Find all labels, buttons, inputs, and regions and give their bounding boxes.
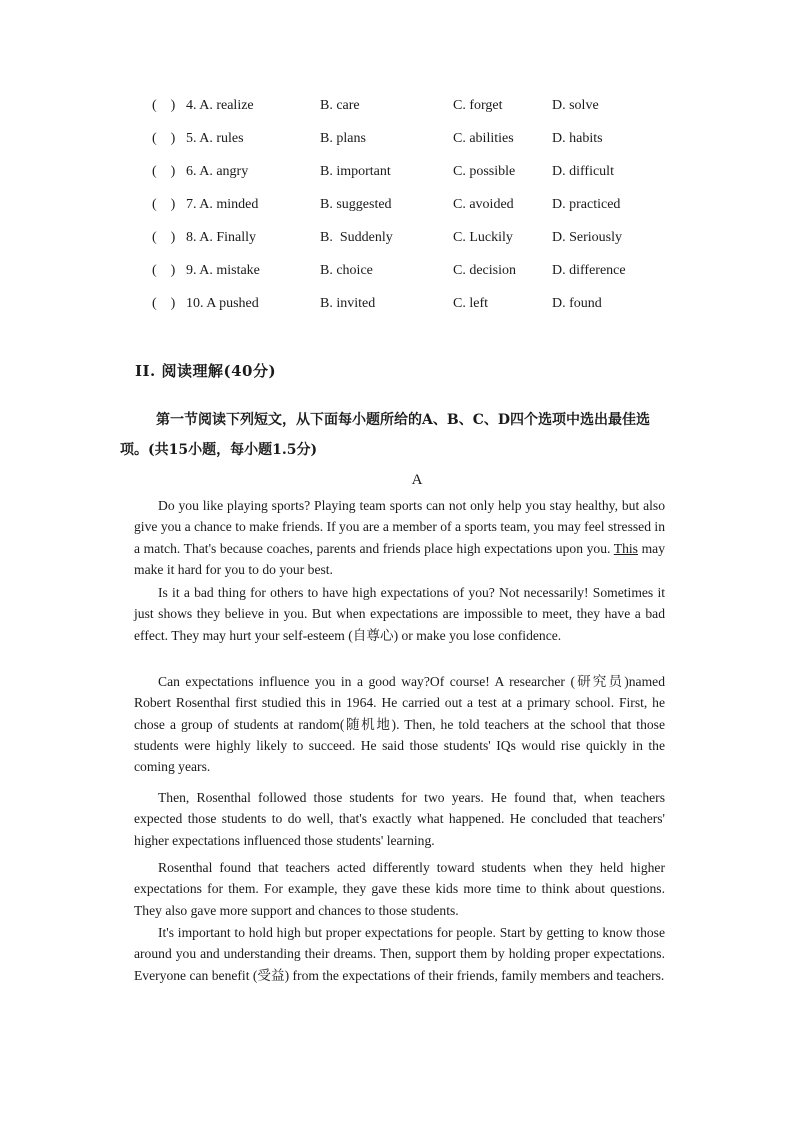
option-d: D. found	[552, 296, 602, 311]
option-c: C. left	[453, 296, 488, 311]
passage-paragraph: Then, Rosenthal followed those students for two years. He found that, when teachers expected those students to do well, that's exactly what happened. He concluded that teachers' higher expectations influenced those students' learning.	[134, 790, 665, 848]
option-d: D. habits	[552, 131, 603, 146]
option-b: B. suggested	[320, 197, 392, 212]
option-a: 5. A. rules	[186, 131, 244, 146]
option-b: B. plans	[320, 131, 366, 146]
question-row	[0, 194, 794, 216]
answer-blank[interactable]: ( )	[152, 98, 176, 113]
answer-blank[interactable]: ( )	[152, 131, 176, 146]
paragraph-text: may make it hard for you to do your best.	[134, 540, 666, 577]
passage-paragraph: Rosenthal found that teachers acted differently toward students when they held higher expectations for them. For example, they gave these kids more time to think about questions. They also gave more support and chances to those students.	[134, 860, 665, 918]
section-instruction: 第一节阅读下列短文，从下面每小题所给的A、B、C、D四个选项中选出最佳选	[156, 412, 650, 428]
option-d: D. Seriously	[552, 230, 622, 245]
answer-blank[interactable]: ( )	[152, 197, 176, 212]
option-d: D. difference	[552, 263, 626, 278]
option-d: D. difficult	[552, 164, 614, 179]
passage-paragraph: Is it a bad thing for others to have high expectations of you? Not necessarily! Sometimes it just shows they believe in you. But when expectations are impossible to meet, they have a bad effect. They may hurt your self-esteem (自尊心) or make you lose confidence.	[134, 585, 665, 643]
option-c: C. avoided	[453, 197, 514, 212]
option-a: 9. A. mistake	[186, 263, 260, 278]
question-row	[0, 128, 794, 150]
question-row	[0, 227, 794, 249]
option-a: 8. A. Finally	[186, 230, 257, 245]
option-b: B. invited	[320, 296, 376, 311]
section-instruction-continued: 项。(共15小题，每小题1.5分)	[120, 442, 318, 458]
answer-blank[interactable]: ( )	[152, 296, 176, 311]
option-d: D. practiced	[552, 197, 621, 212]
option-c: C. abilities	[453, 131, 514, 146]
option-c: C. possible	[453, 164, 516, 179]
answer-blank[interactable]: ( )	[152, 263, 176, 278]
option-c: C. forget	[453, 98, 503, 113]
passage-paragraph: It's important to hold high but proper expectations for people. Start by getting to know those around you and understanding their dreams. Then, support them by holding proper expectations. Everyone can benefit (受益) from the expectations of their friends, family members and teachers.	[134, 925, 665, 983]
option-a: 7. A. minded	[186, 197, 259, 212]
question-row	[0, 95, 794, 117]
option-b: B. Suddenly	[320, 230, 393, 245]
option-b: B. important	[320, 164, 391, 179]
option-c: C. Luckily	[453, 230, 513, 245]
section-title: II. 阅读理解(40分)	[135, 362, 277, 380]
option-c: C. decision	[453, 263, 516, 278]
option-d: D. solve	[552, 98, 599, 113]
option-a: 6. A. angry	[186, 164, 249, 179]
passage-paragraph	[134, 495, 665, 580]
option-a: 10. A pushed	[186, 296, 259, 311]
option-b: B. care	[320, 98, 360, 113]
passage-label: A	[411, 472, 423, 488]
paragraph-text: Do you like playing sports? Playing team sports can not only help you stay healthy, but also give you a chance to make friends. If you are a member of a sports team, you may feel stressed in a match. That's because coaches, parents and friends place high expectations upon you.	[134, 498, 665, 556]
passage-paragraph: Can expectations influence you in a good way?Of course! A researcher (研究员)named Robert Rosenthal first studied this in 1964. He carried out a test at a primary school. First, he chose a group of students at random(随机地). Then, he told teachers at the school that those students were highly likely to succeed. He said those students' IQs would rise quickly in the coming years.	[134, 674, 665, 775]
answer-blank[interactable]: ( )	[152, 164, 176, 179]
answer-blank[interactable]: ( )	[152, 230, 176, 245]
question-row	[0, 260, 794, 282]
underlined-word: This	[613, 540, 638, 556]
question-row	[0, 293, 794, 315]
question-row	[0, 161, 794, 183]
option-a: 4. A. realize	[186, 98, 254, 113]
option-b: B. choice	[320, 263, 373, 278]
